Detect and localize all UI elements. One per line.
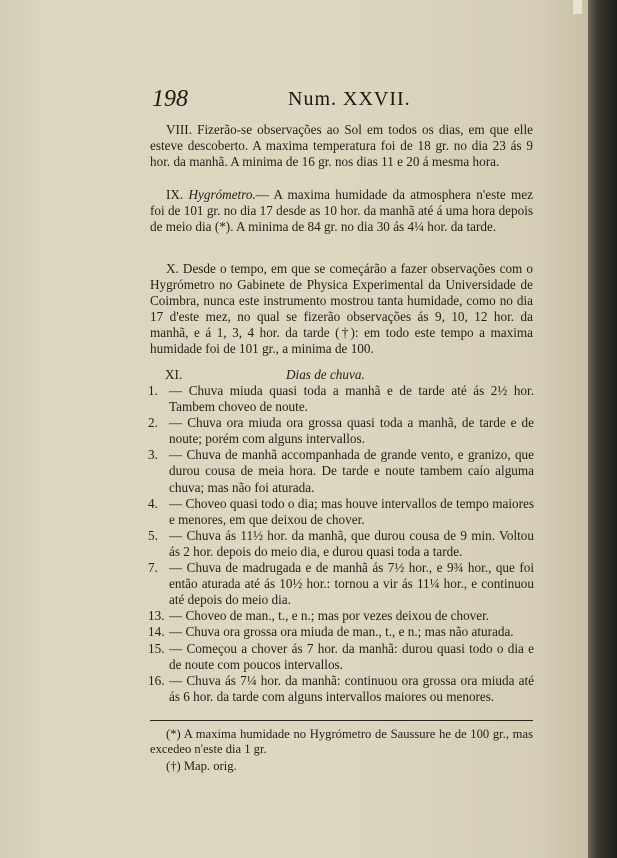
list-item: [148, 415, 534, 447]
day-text: — Chuva de madrugada e de manhã ás 7½ hor., e 9¾ hor., que foi então aturada até ás 10½ hor.: tornou a vir ás 11¼ hor., e continuou até depois do meio dia.: [169, 560, 534, 608]
day-number: 2.: [148, 415, 158, 431]
day-number: 14.: [148, 624, 165, 640]
day-number: 5.: [148, 527, 158, 543]
page-number: 198: [152, 86, 188, 112]
day-number: 16.: [148, 672, 165, 688]
footnote-1: [150, 727, 533, 758]
footnote-text: Map. orig.: [183, 759, 237, 773]
day-text: — Chuva ás 11½ hor. da manhã, que durou cousa de 9 min. Voltou ás 2 hor. depois do meio dia, e durou quasi toda a tarde.: [169, 527, 534, 559]
list-item: [148, 447, 534, 495]
paragraph-ix-number: IX.: [166, 187, 184, 202]
rain-days-list: [148, 383, 534, 705]
section-xi-heading: [165, 367, 545, 383]
day-number: 13.: [148, 608, 165, 624]
day-number: 1.: [148, 383, 158, 398]
list-item: [148, 560, 534, 608]
list-item: [148, 608, 534, 624]
paragraph-ix: [150, 187, 533, 235]
footnote-text: A maxima humidade no Hygrómetro de Saussure he de 100 gr., mas excedeo n'este dia 1 gr.: [150, 727, 533, 757]
day-number: 4.: [148, 495, 158, 511]
day-text: — Chuva miuda quasi toda a manhã e de tarde até ás 2½ hor. Tambem choveo de noute.: [169, 383, 534, 415]
day-text: — Choveo quasi todo o dia; mas houve intervallos de tempo maiores e menores, em que deixou de chover.: [169, 495, 534, 527]
footnote-divider: [150, 720, 533, 721]
list-item: [148, 528, 534, 560]
day-number: 15.: [148, 640, 165, 656]
paragraph-viii: VIII. Fizerão-se observações ao Sol em todos os dias, em que elle esteve descoberto. A maxima temperatura foi de 18 gr. no dia 23 ás 9 hor. da manhã. A minima de 16 gr. nos dias 11 e 20 á mesma hora.: [150, 122, 533, 170]
footnote-mark: (*): [166, 727, 181, 741]
page-header: [152, 86, 424, 114]
day-number: 3.: [148, 447, 158, 463]
footnote-mark: (†): [166, 759, 181, 773]
paragraph-ix-text: — A maxima humidade da atmosphera n'este mez foi de 101 gr. no dia 17 desde as 10 hor. da manhã até á uma hora depois de meio dia (*). A minima de 84 gr. no dia 30 ás 4¼ hor. da tarde.: [150, 187, 533, 235]
paragraph-x: X. Desde o tempo, em que se começárão a fazer observações com o Hygrómetro no Gabinete de Physica Experimental da Universidade de Coimbra, nunca este instrumento mostrou tanta humidade, como no dia 17 d'este mez, no qual se fizerão observações ás 9, 10, 12 hor. da manhã, e á 1, 3, 4 hor. da tarde (†): em todo este tempo a maxima humidade foi de 101 gr., a minima de 100.: [150, 261, 533, 357]
footnote-2: [150, 759, 533, 774]
list-item: [148, 624, 534, 640]
page-tab-marker: [573, 0, 582, 14]
page-title: Num. XXVII.: [288, 88, 411, 110]
day-text: — Começou a chover ás 7 hor. da manhã: durou quasi todo o dia e de noute com poucos intervallos.: [169, 640, 534, 672]
section-xi-number: XI.: [165, 367, 183, 382]
day-text: — Choveo de man., t., e n.; mas por vezes deixou de chover.: [169, 608, 490, 624]
day-number: 7.: [148, 560, 158, 576]
section-xi-title: Dias de chuva.: [286, 367, 365, 382]
day-text: — Chuva ás 7¼ hor. da manhã: continuou ora grossa ora miuda até ás 6 hor. da tarde com alguns intervallos maiores ou menores.: [169, 672, 534, 704]
paragraph-ix-label: Hygrómetro.: [188, 187, 256, 202]
book-gutter: [588, 0, 617, 858]
list-item: [148, 496, 534, 528]
day-text: — Chuva ora grossa ora miuda de man., t., e n.; mas não aturada.: [169, 624, 514, 640]
day-text: — Chuva ora miuda ora grossa quasi toda a manhã, de tarde e de noute; porém com alguns intervallos.: [169, 415, 534, 447]
day-text: — Chuva de manhã accompanhada de grande vento, e granizo, que durou cousa de meia hora. De tarde e noute tambem caío alguma chuva; mas não foi aturada.: [169, 447, 534, 495]
list-item: [148, 383, 534, 415]
list-item: [148, 641, 534, 673]
list-item: [148, 673, 534, 705]
